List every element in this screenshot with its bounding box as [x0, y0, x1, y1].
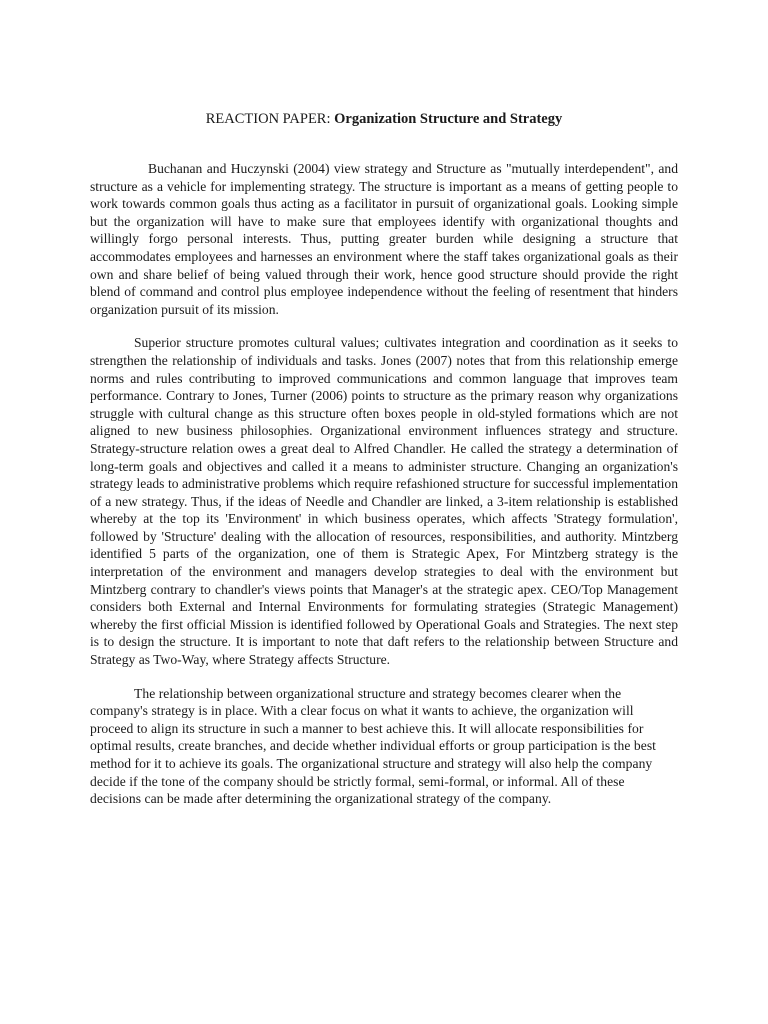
document-title — [90, 108, 678, 130]
title-main: Organization Structure and Strategy — [334, 111, 563, 127]
paragraph-2: Superior structure promotes cultural values; cultivates integration and coordination as it seeks to strengthen the relationship of individuals and tasks. Jones (2007) notes that from this relationship emerge norms and rules contributing to improved communications and common language that improves team performance. Contrary to Jones, Turner (2006) points to structure as the primary reason why organizations struggle with cultural change as this structure often boxes people in old-styled formations which are not aligned to new business philosophies. Organizational environment influences strategy and structure. Strategy-structure relation owes a great deal to Alfred Chandler. He called the strategy a determination of long-term goals and objectives and called it a means to administer structure. Changing an organization's strategy leads to administrative problems which require refashioned structure for successful implementation of a new strategy. Thus, if the ideas of Needle and Chandler are linked, a 3-item relationship is established whereby at the top its 'Environment' in which business operates, which affects 'Strategy formulation', followed by 'Structure' dealing with the allocation of resources, responsibilities, and authority. Mintzberg identified 5 parts of the organization, one of them is Strategic Apex, For Mintzberg strategy is the interpretation of the environment and managers develop strategies to deal with the environment but Mintzberg contrary to chandler's views points that Manager's at the strategic apex. CEO/Top Management considers both External and Internal Environments for formulating strategies (Strategic Management) whereby the first official Mission is identified followed by Operational Goals and Strategies. The next step is to design the structure. It is important to note that daft refers to the relationship between Structure and Strategy as Two-Way, where Strategy affects Structure. — [90, 335, 678, 668]
title-prefix: REACTION PAPER: — [205, 111, 331, 127]
paragraph-1: Buchanan and Huczynski (2004) view strategy and Structure as "mutually interdependent", and structure as a vehicle for implementing strategy. The structure is important as a means of getting people to work towards common goals thus acting as a facilitator in pursuit of organizational goals. Looking simple but the organization will have to make sure that employees identify with organizational thoughts and willingly forgo personal interests. Thus, putting greater burden while designing a structure that accommodates employees and harnesses an environment where the staff takes organizational goals as their own and share belief of being valued through their work, hence good structure should provide the right blend of command and control plus employee independence without the feeling of resentment that hinders organization pursuit of its mission. — [90, 161, 678, 317]
paragraph-3: The relationship between organizational structure and strategy becomes clearer when the company's strategy is in place. With a clear focus on what it wants to achieve, the organization will proceed to align its structure in such a manner to best achieve this. It will allocate responsibilities for optimal results, create branches, and decide whether individual efforts or group participation is the best method for it to achieve its goals. The organizational structure and strategy will also help the company decide if the tone of the company should be strictly formal, semi-formal, or informal. All of these decisions can be made after determining the organizational strategy of the company. — [90, 685, 656, 807]
document-page — [90, 108, 678, 824]
